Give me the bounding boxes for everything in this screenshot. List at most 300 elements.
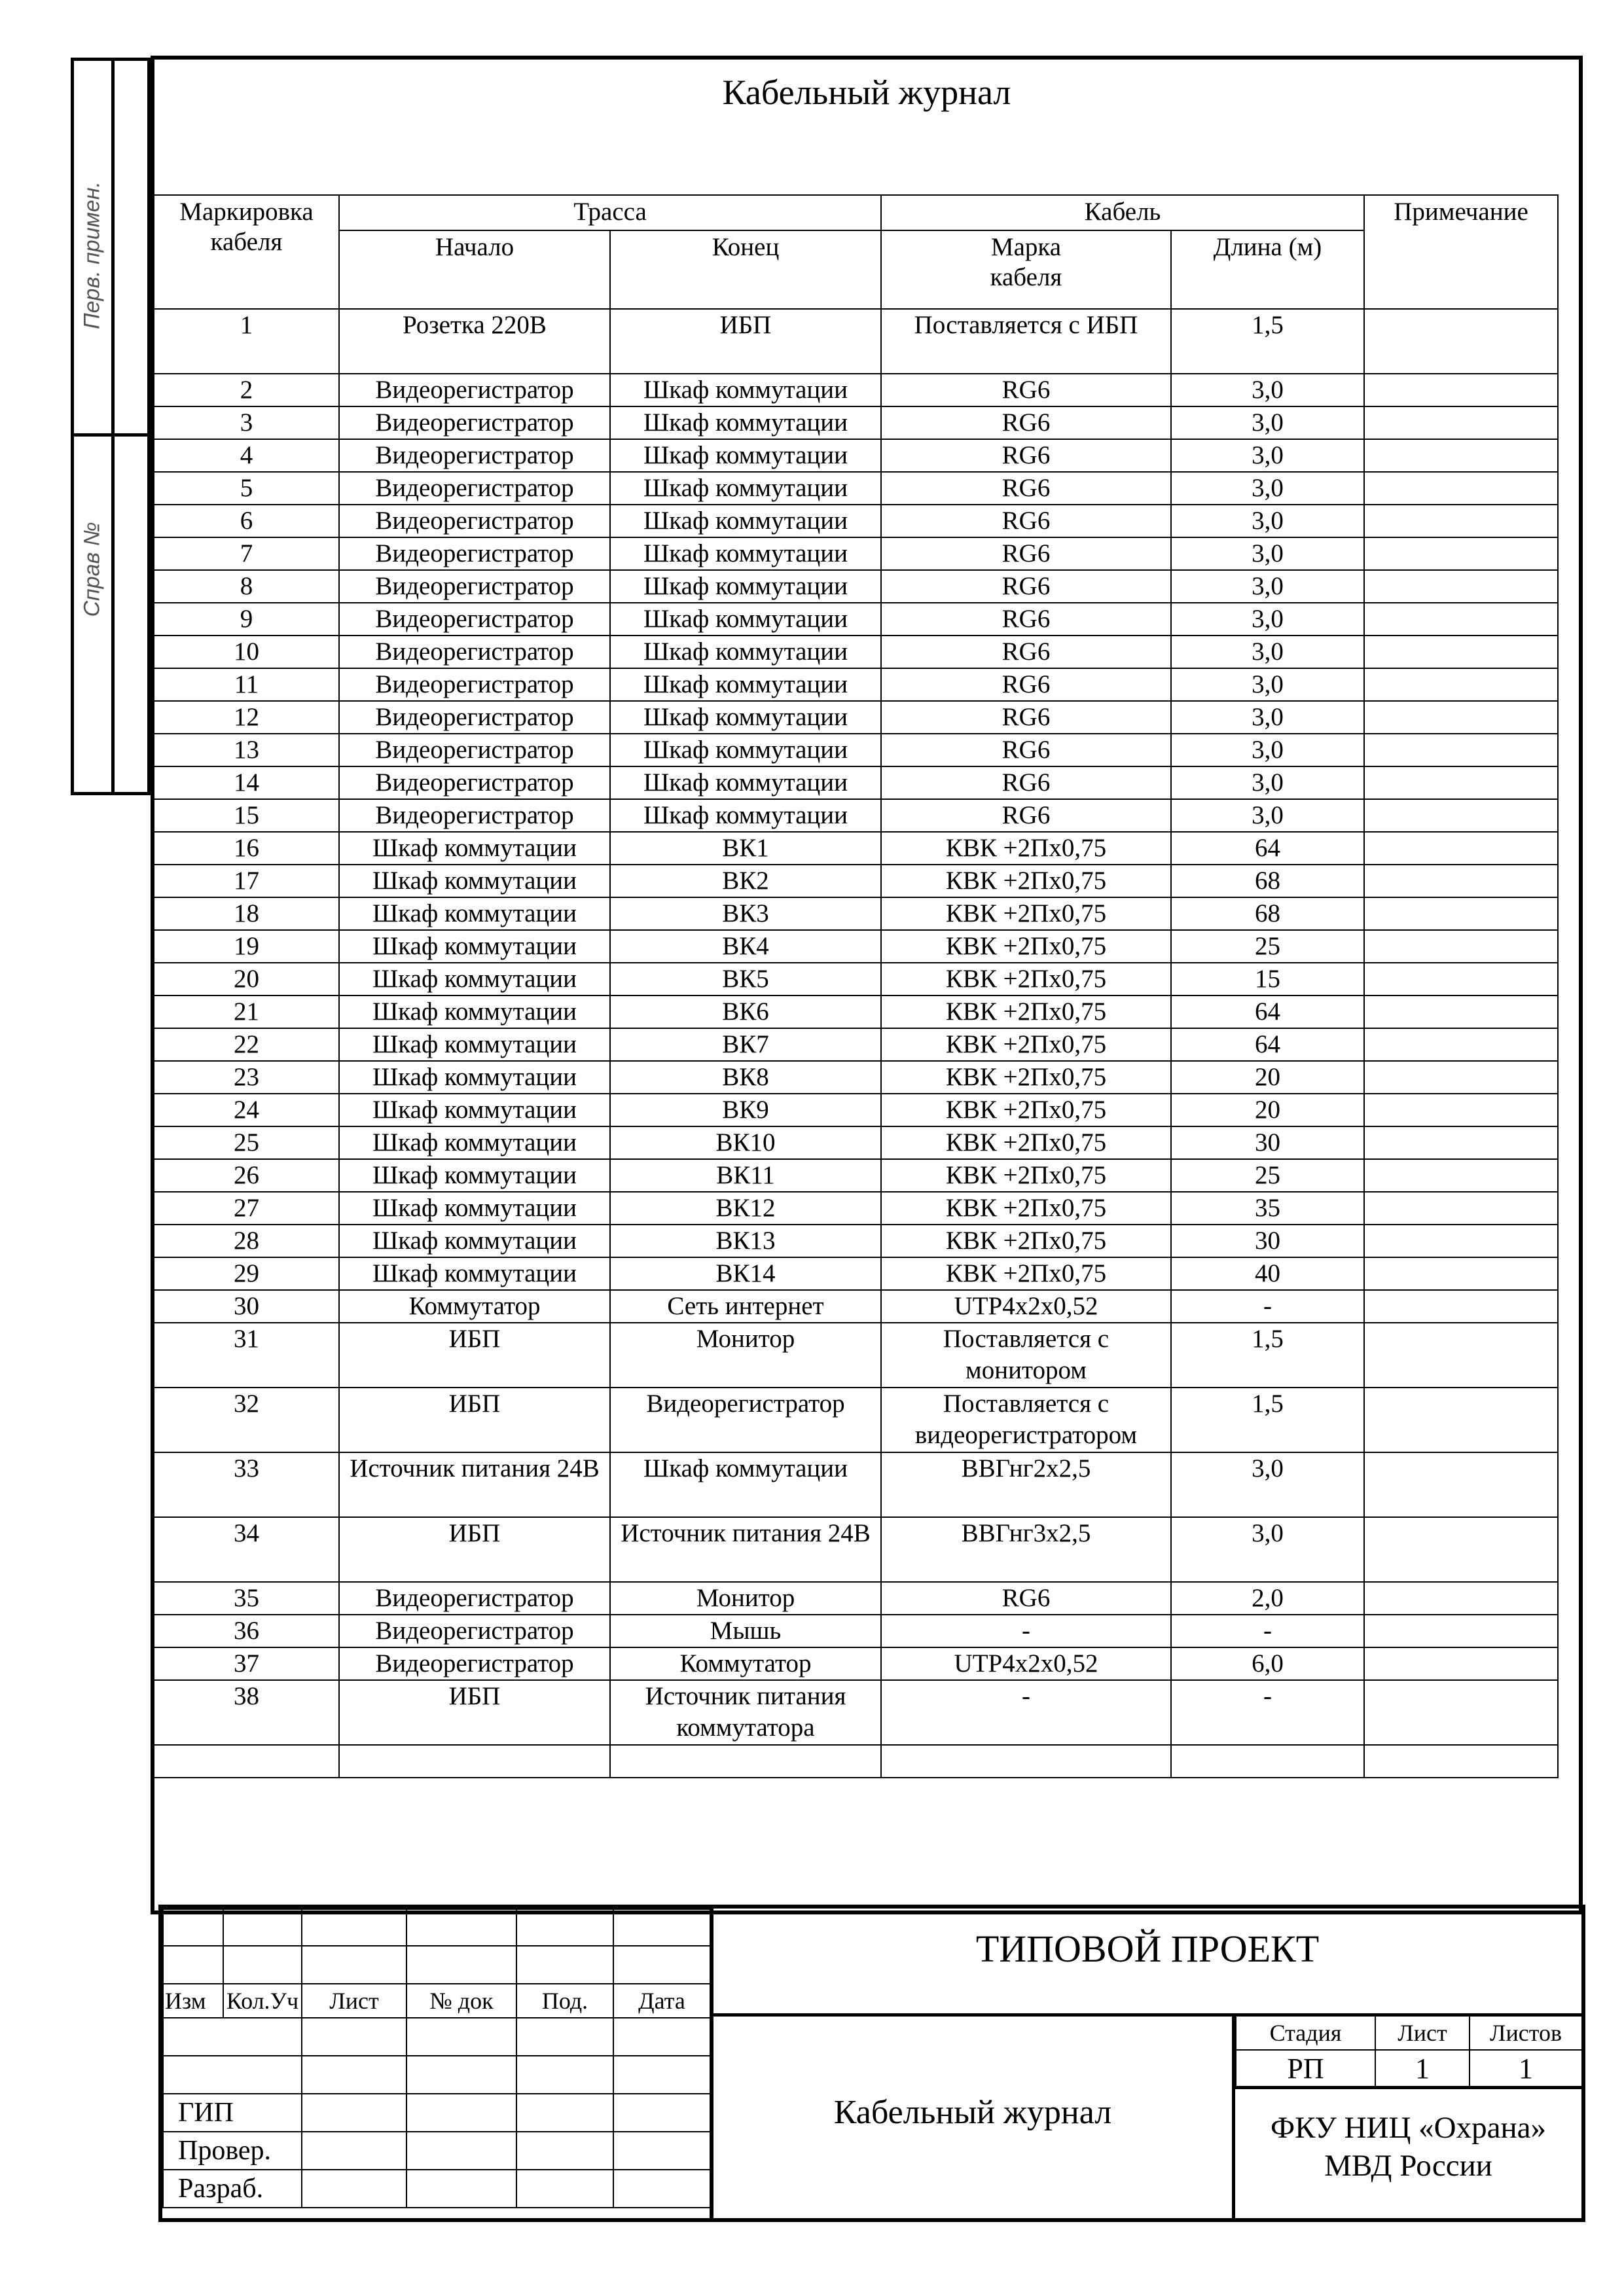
cell-marking: 21 [154,996,339,1028]
revision-cell [406,1946,516,1984]
cell-start: Шкаф коммутации [339,865,610,897]
cell-note [1364,1028,1558,1061]
cell-length: 3,0 [1171,668,1364,701]
margin-strip-divider [111,58,115,795]
role-cell [163,2056,302,2094]
cell-note [1364,1647,1558,1680]
cell-marking: 11 [154,668,339,701]
role-cell [406,2132,516,2170]
sheets-value: 1 [1470,2050,1582,2087]
cell-start: Видеорегистратор [339,406,610,439]
cell-end: ВК2 [610,865,881,897]
cell-marking: 13 [154,734,339,766]
cable-journal-table [153,194,1559,1778]
cell-brand: - [881,1615,1171,1647]
cell-end: ВК6 [610,996,881,1028]
cell-start: Видеорегистратор [339,1582,610,1615]
cell-length: 64 [1171,832,1364,865]
table-row [154,537,1558,570]
cell-brand: RG6 [881,472,1171,505]
stage-grid [1235,2015,1583,2087]
cell-note [1364,505,1558,537]
cell-start: Шкаф коммутации [339,1159,610,1192]
cell-marking: 35 [154,1582,339,1615]
revision-header: Кол.Уч [223,1984,302,2018]
cell-length: 1,5 [1171,1323,1364,1388]
cell-note [1364,636,1558,668]
cell-marking: 32 [154,1388,339,1452]
cell-brand [881,1745,1171,1778]
role-cell [406,2094,516,2132]
cell-brand: RG6 [881,505,1171,537]
cell-brand: КВК +2Пх0,75 [881,963,1171,996]
cell-marking: 7 [154,537,339,570]
cell-length: 3,0 [1171,799,1364,832]
cell-note [1364,1388,1558,1452]
cell-start: Шкаф коммутации [339,930,610,963]
cell-marking: 16 [154,832,339,865]
cell-start: Коммутатор [339,1290,610,1323]
cell-start: Видеорегистратор [339,537,610,570]
cell-marking: 38 [154,1680,339,1745]
cell-marking: 12 [154,701,339,734]
table-row [154,1094,1558,1126]
cell-end: Шкаф коммутации [610,537,881,570]
cell-start: Видеорегистратор [339,1615,610,1647]
role-gip: ГИП [163,2094,302,2132]
table-row [154,1126,1558,1159]
organization-line-1: ФКУ НИЦ «Охрана» [1271,2111,1546,2145]
cell-note [1364,570,1558,603]
sheet-value: 1 [1375,2050,1470,2087]
cell-length: 3,0 [1171,603,1364,636]
cell-brand: ВВГнг2х2,5 [881,1452,1171,1517]
cell-length: 3,0 [1171,570,1364,603]
table-row [154,963,1558,996]
cell-length: 3,0 [1171,406,1364,439]
table-row [154,1257,1558,1290]
cell-start: Видеорегистратор [339,668,610,701]
table-row [154,603,1558,636]
role-cell [613,2094,710,2132]
cell-length: 1,5 [1171,1388,1364,1452]
cell-length: 68 [1171,865,1364,897]
cell-note [1364,734,1558,766]
cell-end [610,1745,881,1778]
cell-end: Шкаф коммутации [610,374,881,406]
cell-marking: 28 [154,1225,339,1257]
cell-length: 20 [1171,1061,1364,1094]
table-row [154,996,1558,1028]
cell-end: Шкаф коммутации [610,701,881,734]
cell-end: ВК9 [610,1094,881,1126]
table-row [154,1028,1558,1061]
cell-brand: UTP4х2х0,52 [881,1290,1171,1323]
cable-rows [154,309,1558,1778]
table-row [154,865,1558,897]
cell-end: ВК10 [610,1126,881,1159]
cell-marking: 20 [154,963,339,996]
cell-brand: Поставляется с видеорегистратором [881,1388,1171,1452]
cell-end: ВК7 [610,1028,881,1061]
cell-end: Шкаф коммутации [610,406,881,439]
cell-brand: КВК +2Пх0,75 [881,865,1171,897]
header-brand: Марка кабеля [881,230,1171,309]
table-row [154,374,1558,406]
project-title: ТИПОВОЙ ПРОЕКТ [975,1928,1320,1970]
header-end: Конец [610,230,881,309]
cell-marking: 23 [154,1061,339,1094]
role-cell [613,2018,710,2056]
organization [1235,2109,1581,2185]
cell-marking: 10 [154,636,339,668]
cell-brand: КВК +2Пх0,75 [881,996,1171,1028]
cell-length: 2,0 [1171,1582,1364,1615]
cell-start: Видеорегистратор [339,799,610,832]
cell-start [339,1745,610,1778]
cell-length: 25 [1171,1159,1364,1192]
cell-end: Монитор [610,1582,881,1615]
cell-brand: КВК +2Пх0,75 [881,1159,1171,1192]
cell-marking: 36 [154,1615,339,1647]
header-route: Трасса [339,195,881,230]
cell-end: ВК13 [610,1225,881,1257]
role-cell [302,2132,406,2170]
cell-length: - [1171,1615,1364,1647]
cell-marking: 26 [154,1159,339,1192]
cell-end: Шкаф коммутации [610,1452,881,1517]
cell-end: Мышь [610,1615,881,1647]
revision-cell [613,1909,710,1946]
table-row [154,1745,1558,1778]
cell-note [1364,374,1558,406]
cell-brand: RG6 [881,439,1171,472]
role-developed: Разраб. [163,2170,302,2208]
revision-cell [223,1909,302,1946]
cell-end: Шкаф коммутации [610,570,881,603]
cell-note [1364,1615,1558,1647]
cell-note [1364,1159,1558,1192]
role-cell [613,2056,710,2094]
cell-note [1364,799,1558,832]
cell-marking: 30 [154,1290,339,1323]
cell-marking: 6 [154,505,339,537]
cell-note [1364,1225,1558,1257]
table-row [154,701,1558,734]
cell-brand: RG6 [881,701,1171,734]
role-cell [516,2170,613,2208]
role-cell [302,2170,406,2208]
cell-start: Шкаф коммутации [339,1094,610,1126]
revision-cell [516,1909,613,1946]
cell-length: 68 [1171,897,1364,930]
cell-marking: 29 [154,1257,339,1290]
cell-marking: 2 [154,374,339,406]
role-cell [302,2094,406,2132]
cell-brand: КВК +2Пх0,75 [881,1225,1171,1257]
cell-note [1364,1323,1558,1388]
revision-cell [223,1946,302,1984]
cell-brand: UTP4х2х0,52 [881,1647,1171,1680]
cell-note [1364,1061,1558,1094]
table-row [154,1159,1558,1192]
cell-start: Видеорегистратор [339,505,610,537]
cell-marking: 37 [154,1647,339,1680]
table-row [154,1192,1558,1225]
cell-brand: RG6 [881,766,1171,799]
cell-length: 64 [1171,996,1364,1028]
cell-end: Сеть интернет [610,1290,881,1323]
role-cell [406,2056,516,2094]
cell-end: ВК1 [610,832,881,865]
cell-note [1364,1290,1558,1323]
cell-end: Монитор [610,1323,881,1388]
cell-brand: КВК +2Пх0,75 [881,930,1171,963]
cell-brand: КВК +2Пх0,75 [881,1061,1171,1094]
cell-length: 3,0 [1171,472,1364,505]
cell-note [1364,701,1558,734]
margin-strip-outer [71,58,151,795]
table-row [154,406,1558,439]
cell-brand: Поставляется с ИБП [881,309,1171,374]
cell-end: Шкаф коммутации [610,668,881,701]
cell-start: Шкаф коммутации [339,1126,610,1159]
role-cell [302,2018,406,2056]
table-row [154,472,1558,505]
table-row [154,1290,1558,1323]
header-note: Примечание [1364,195,1558,309]
cell-note [1364,832,1558,865]
cell-brand: RG6 [881,374,1171,406]
table-row [154,636,1558,668]
cell-start: Шкаф коммутации [339,897,610,930]
cell-start: ИБП [339,1388,610,1452]
revision-header: Под. [516,1984,613,2018]
cell-note [1364,996,1558,1028]
cell-start: Шкаф коммутации [339,1257,610,1290]
stage-value: РП [1236,2050,1375,2087]
cell-brand: КВК +2Пх0,75 [881,1126,1171,1159]
role-checked: Провер. [163,2132,302,2170]
table-row [154,930,1558,963]
cell-brand: КВК +2Пх0,75 [881,1094,1171,1126]
cell-marking: 15 [154,799,339,832]
cell-end: ВК5 [610,963,881,996]
cell-start: Шкаф коммутации [339,1061,610,1094]
cell-start: Шкаф коммутации [339,832,610,865]
table-row [154,832,1558,865]
table-row [154,668,1558,701]
table-row [154,1647,1558,1680]
revision-cell [163,1909,223,1946]
cell-note [1364,766,1558,799]
table-row [154,1582,1558,1615]
cell-brand: RG6 [881,799,1171,832]
cell-note [1364,309,1558,374]
cell-marking: 25 [154,1126,339,1159]
sheets-label: Листов [1470,2016,1582,2050]
table-row [154,439,1558,472]
cell-brand: RG6 [881,668,1171,701]
cell-note [1364,472,1558,505]
organization-divider [1235,2086,1581,2089]
cell-marking: 22 [154,1028,339,1061]
table-row [154,897,1558,930]
cell-note [1364,897,1558,930]
margin-label-reference: Справ № [79,522,105,617]
cell-brand: RG6 [881,603,1171,636]
cell-brand: КВК +2Пх0,75 [881,1257,1171,1290]
cell-note [1364,439,1558,472]
cell-note [1364,1094,1558,1126]
cell-marking: 5 [154,472,339,505]
cell-end: Шкаф коммутации [610,734,881,766]
cell-length: 35 [1171,1192,1364,1225]
cell-brand: КВК +2Пх0,75 [881,897,1171,930]
cell-end: Шкаф коммутации [610,439,881,472]
cell-brand: RG6 [881,1582,1171,1615]
cell-start: Шкаф коммутации [339,996,610,1028]
cell-end: Шкаф коммутации [610,636,881,668]
cell-length: 3,0 [1171,439,1364,472]
cell-marking [154,1745,339,1778]
cell-brand: RG6 [881,406,1171,439]
cell-marking: 14 [154,766,339,799]
cell-note [1364,963,1558,996]
revision-cell [406,1909,516,1946]
cell-length: 3,0 [1171,374,1364,406]
sheet-title: Кабельный журнал [833,2094,1112,2131]
header-length: Длина (м) [1171,230,1364,309]
header-marking: Маркировка кабеля [154,195,339,309]
sheet-label: Лист [1375,2016,1470,2050]
cell-end: Источник питания коммутатора [610,1680,881,1745]
cell-note [1364,668,1558,701]
table-row [154,1615,1558,1647]
organization-line-2: МВД России [1324,2149,1492,2183]
table-row [154,505,1558,537]
role-cell [302,2056,406,2094]
cell-length: 3,0 [1171,766,1364,799]
cell-end: ВК14 [610,1257,881,1290]
cell-length: 1,5 [1171,309,1364,374]
cell-end: ИБП [610,309,881,374]
cell-start: Розетка 220В [339,309,610,374]
cell-note [1364,1452,1558,1517]
cell-start: Видеорегистратор [339,734,610,766]
table-row [154,1061,1558,1094]
cell-length: 64 [1171,1028,1364,1061]
cell-marking: 19 [154,930,339,963]
role-cell [516,2132,613,2170]
cell-brand: RG6 [881,537,1171,570]
cell-start: Видеорегистратор [339,374,610,406]
role-cell [516,2018,613,2056]
role-cell [613,2170,710,2208]
cell-marking: 27 [154,1192,339,1225]
cell-note [1364,930,1558,963]
table-row [154,766,1558,799]
cell-note [1364,1192,1558,1225]
revision-cell [516,1946,613,1984]
table-row [154,1680,1558,1745]
cell-start: Шкаф коммутации [339,963,610,996]
cell-start: Видеорегистратор [339,472,610,505]
cell-brand: КВК +2Пх0,75 [881,832,1171,865]
cell-marking: 24 [154,1094,339,1126]
cell-end: Шкаф коммутации [610,505,881,537]
cell-start: ИБП [339,1680,610,1745]
cell-start: Шкаф коммутации [339,1192,610,1225]
revision-header: Изм [163,1984,223,2018]
cell-start: Видеорегистратор [339,766,610,799]
cell-length: 3,0 [1171,636,1364,668]
revision-cell [163,1946,223,1984]
cell-brand: ВВГнг3х2,5 [881,1517,1171,1582]
cell-length: 3,0 [1171,1517,1364,1582]
table-row [154,734,1558,766]
cell-marking: 17 [154,865,339,897]
role-cell [406,2170,516,2208]
table-row [154,799,1558,832]
cell-start: ИБП [339,1517,610,1582]
cell-note [1364,1680,1558,1745]
revision-cell [613,1946,710,1984]
cell-end: ВК8 [610,1061,881,1094]
revision-grid [162,1909,711,2208]
cell-brand: КВК +2Пх0,75 [881,1028,1171,1061]
cell-start: Видеорегистратор [339,439,610,472]
header-start: Начало [339,230,610,309]
cell-brand: RG6 [881,636,1171,668]
table-row [154,1452,1558,1517]
cell-start: Шкаф коммутации [339,1225,610,1257]
title-block [158,1905,1585,2222]
cell-note [1364,406,1558,439]
margin-label-first-use: Перв. примен. [79,181,105,329]
cell-note [1364,1126,1558,1159]
cell-marking: 8 [154,570,339,603]
cell-length: 3,0 [1171,537,1364,570]
cell-length: 3,0 [1171,701,1364,734]
cell-note [1364,865,1558,897]
cell-start: ИБП [339,1323,610,1388]
cell-start: Шкаф коммутации [339,1028,610,1061]
cell-start: Видеорегистратор [339,570,610,603]
cell-marking: 9 [154,603,339,636]
role-cell [163,2018,302,2056]
cell-note [1364,1582,1558,1615]
cell-length: 20 [1171,1094,1364,1126]
cell-length: 3,0 [1171,1452,1364,1517]
cell-length: 30 [1171,1126,1364,1159]
cell-end: Шкаф коммутации [610,472,881,505]
cell-start: Видеорегистратор [339,701,610,734]
stage-label: Стадия [1236,2016,1375,2050]
cell-end: ВК12 [610,1192,881,1225]
cell-length [1171,1745,1364,1778]
cell-marking: 4 [154,439,339,472]
cell-start: Видеорегистратор [339,636,610,668]
cell-end: Источник питания 24В [610,1517,881,1582]
revision-header: Лист [302,1984,406,2018]
cell-end: Шкаф коммутации [610,799,881,832]
table-row [154,1323,1558,1388]
revision-cell [302,1909,406,1946]
cell-end: ВК11 [610,1159,881,1192]
revision-cell [302,1946,406,1984]
cell-end: ВК3 [610,897,881,930]
